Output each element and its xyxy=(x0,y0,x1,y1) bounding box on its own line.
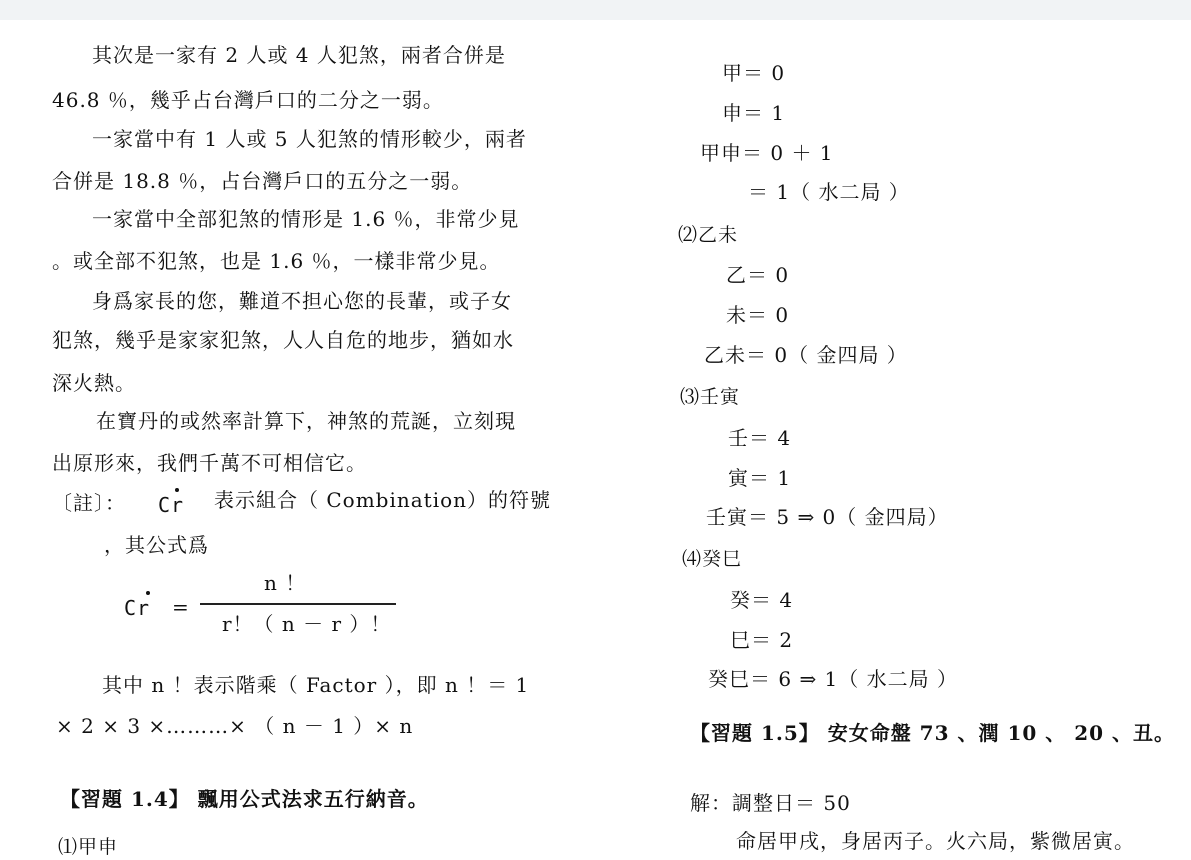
right-line-12: 壬寅＝ 5 ⇒ 0（ 金四局） xyxy=(706,505,949,529)
left-p4-line3: 深火熱。 xyxy=(52,371,136,395)
top-bar xyxy=(0,0,1191,20)
left-p5-line1: 在寶丹的或然率計算下，神煞的荒誕，立刻現 xyxy=(96,409,516,433)
note-label: 〔註〕： xyxy=(52,491,126,515)
left-p6-line2: × 2 × 3 ×………× （ n － 1 ）× n xyxy=(56,714,414,738)
item-1-heading: ⑴甲申 xyxy=(58,836,119,858)
formula-numerator: n ！ xyxy=(264,571,307,595)
item-2-heading: ⑵乙未 xyxy=(678,224,739,246)
note-line2: ，其公式爲 xyxy=(104,533,209,557)
solution-line-2: 命居甲戌，身居丙子。火六局，紫微居寅。 xyxy=(736,829,1135,853)
formula-denominator: r！（ n － r ）！ xyxy=(222,612,392,636)
left-p5-line2: 出原形來，我們千萬不可相信它。 xyxy=(52,451,367,475)
left-p1-line2: 46.8 ％，幾乎占台灣戶口的二分之一弱。 xyxy=(52,88,444,112)
item-4-heading: ⑷癸巳 xyxy=(682,548,743,570)
formula-equals: = xyxy=(172,595,190,619)
left-p3-line1: 一家當中全部犯煞的情形是 1.6 ％，非常少見 xyxy=(92,207,520,231)
solution-line-1: 解：調整日＝ 50 xyxy=(690,791,851,815)
right-line-4: ＝ 1（ 水二局 ） xyxy=(748,180,910,204)
formula-fraction-bar xyxy=(200,603,396,605)
right-line-11: 寅＝ 1 xyxy=(728,466,792,490)
exercise-1-5-heading: 【習題 1.5】 安女命盤 73 、潤 10 、 20 、丑。 xyxy=(690,721,1175,745)
right-line-15: 巳＝ 2 xyxy=(730,628,794,652)
left-p4-line1: 身爲家長的您，難道不担心您的長輩，或子女 xyxy=(92,289,512,313)
left-p2-line2: 合併是 18.8 ％，占台灣戶口的五分之一弱。 xyxy=(52,169,473,193)
right-line-10: 壬＝ 4 xyxy=(728,426,792,450)
exercise-1-4-heading: 【習題 1.4】 飄用公式法求五行納音。 xyxy=(60,787,429,811)
right-line-6: 乙＝ 0 xyxy=(726,263,790,287)
note-cr-symbol: Cr xyxy=(158,493,185,517)
document-page xyxy=(0,20,1191,858)
right-line-14: 癸＝ 4 xyxy=(730,588,794,612)
formula-lhs-dot xyxy=(146,591,150,595)
left-p6-line1: 其中 n ！表示階乘（ Factor ），即 n ！＝ 1 xyxy=(102,673,530,697)
formula-lhs: Cr xyxy=(124,596,151,620)
left-p4-line2: 犯煞，幾乎是家家犯煞，人人自危的地步，猶如水 xyxy=(52,328,514,352)
note-cr-dot xyxy=(175,488,179,492)
right-line-7: 未＝ 0 xyxy=(726,303,790,327)
note-text: 表示組合（ Combination）的符號 xyxy=(214,488,552,512)
right-line-1: 甲＝ 0 xyxy=(722,61,786,85)
left-p2-line1: 一家當中有 1 人或 5 人犯煞的情形較少，兩者 xyxy=(92,127,527,151)
right-line-16: 癸巳＝ 6 ⇒ 1（ 水二局 ） xyxy=(708,667,958,691)
left-p3-line2: 。或全部不犯煞，也是 1.6 ％，一樣非常少見。 xyxy=(52,249,501,273)
left-p1-line1: 其次是一家有 2 人或 4 人犯煞，兩者合併是 xyxy=(92,43,506,67)
item-3-heading: ⑶壬寅 xyxy=(680,386,741,408)
right-line-3: 甲申＝ 0 ＋ 1 xyxy=(700,141,834,165)
right-line-8: 乙未＝ 0（ 金四局 ） xyxy=(704,343,908,367)
right-line-2: 申＝ 1 xyxy=(722,101,786,125)
